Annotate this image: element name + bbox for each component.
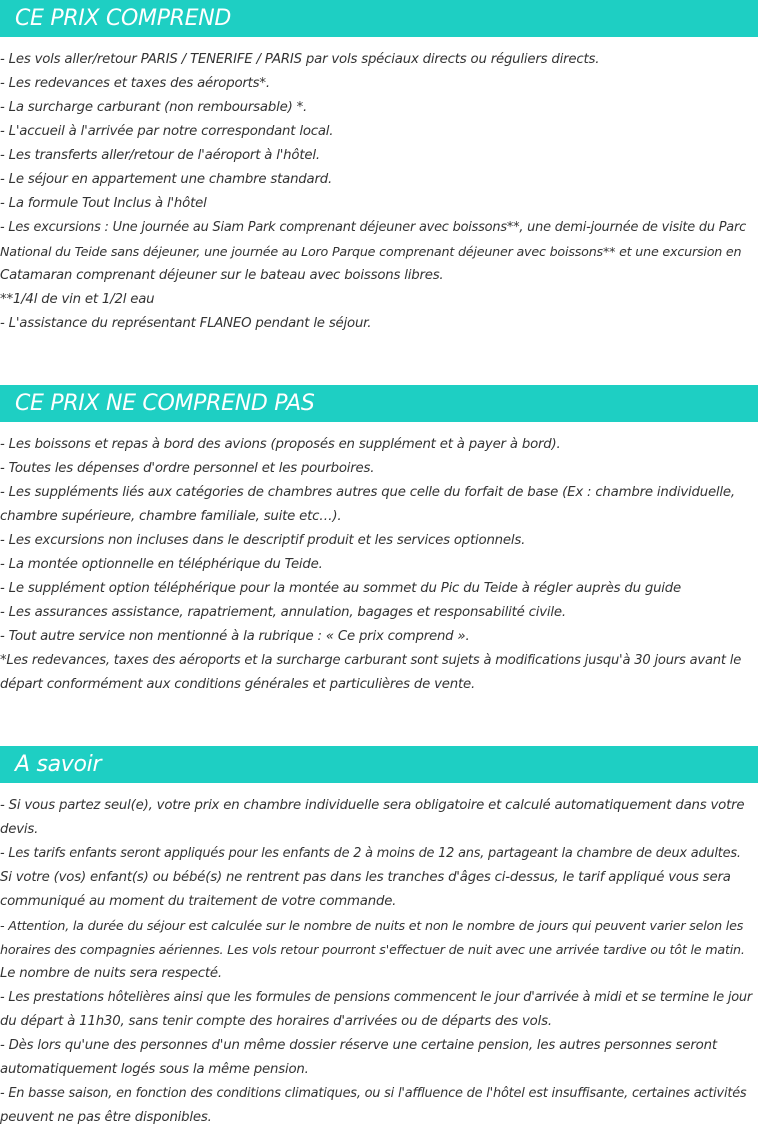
list-item: - Les boissons et repas à bord des avions (proposés en supplément et à payer à bord). (0, 437, 561, 452)
list-item: - L'assistance du représentant FLANEO pendant le séjour. (0, 316, 372, 331)
list-item: peuvent ne pas être disponibles. (0, 1110, 212, 1125)
list-item: - La formule Tout Inclus à l'hôtel (0, 196, 207, 211)
list-item: Si votre (vos) enfant(s) ou bébé(s) ne rentrent pas dans les tranches d'âges ci-dessus, le tarif appliqué vous sera (0, 870, 731, 885)
list-item: Catamaran comprenant déjeuner sur le bateau avec boissons libres. (0, 268, 444, 283)
list-item: départ conformément aux conditions générales et particulières de vente. (0, 677, 476, 692)
list-item: - Dès lors qu'une des personnes d'un même dossier réserve une certaine pension, les autres personnes seront (0, 1038, 717, 1053)
section-title-prix-comprend: CE PRIX COMPREND (0, 0, 758, 37)
prix-ne-comprend-pas-list (0, 433, 752, 697)
list-item: - Tout autre service non mentionné à la rubrique : « Ce prix comprend ». (0, 629, 470, 644)
list-item: - Les excursions non incluses dans le descriptif produit et les services optionnels. (0, 533, 526, 548)
section-title-prix-ne-comprend-pas: CE PRIX NE COMPREND PAS (0, 385, 758, 422)
section-title-a-savoir: A savoir (0, 746, 758, 783)
list-item: - Les redevances et taxes des aéroports*. (0, 76, 270, 91)
list-item: - Si vous partez seul(e), votre prix en chambre individuelle sera obligatoire et calculé automatiquement dans votre (0, 798, 745, 813)
list-item: - Le séjour en appartement une chambre standard. (0, 172, 333, 187)
list-item: - Toutes les dépenses d'ordre personnel et les pourboires. (0, 461, 375, 476)
list-item: - La montée optionnelle en téléphérique du Teide. (0, 557, 323, 572)
list-item: - Les assurances assistance, rapatriement, annulation, bagages et responsabilité civile. (0, 605, 566, 620)
list-item: - Les tarifs enfants seront appliqués pour les enfants de 2 à moins de 12 ans, partageant la chambre de deux adultes. (0, 846, 741, 861)
list-item: communiqué au moment du traitement de votre commande. (0, 894, 397, 909)
list-item: - Les transferts aller/retour de l'aéroport à l'hôtel. (0, 148, 320, 163)
list-item: - Les vols aller/retour PARIS / TENERIFE / PARIS par vols spéciaux directs ou réguliers directs. (0, 52, 600, 67)
list-item: horaires des compagnies aériennes. Les vols retour pourront s'effectuer de nuit avec une arrivée tardive ou tôt le matin. (0, 942, 745, 957)
list-item: Le nombre de nuits sera respecté. (0, 966, 222, 981)
list-item: - La surcharge carburant (non remboursable) *. (0, 100, 308, 115)
list-item: - Attention, la durée du séjour est calculée sur le nombre de nuits et non le nombre de jours qui peuvent varier selon les (0, 918, 744, 933)
list-item: devis. (0, 822, 39, 837)
prix-comprend-list (0, 48, 752, 336)
list-item: chambre supérieure, chambre familiale, suite etc…). (0, 509, 342, 524)
list-item: - L'accueil à l'arrivée par notre correspondant local. (0, 124, 334, 139)
list-item: *Les redevances, taxes des aéroports et la surcharge carburant sont sujets à modifications jusqu'à 30 jours avant le (0, 653, 742, 668)
list-item: - Le supplément option téléphérique pour la montée au sommet du Pic du Teide à régler auprès du guide (0, 581, 682, 596)
list-item: - Les excursions : Une journée au Siam Park comprenant déjeuner avec boissons**, une demi-journée de visite du Parc (0, 220, 746, 235)
a-savoir-list (0, 794, 752, 1130)
list-item: **1/4l de vin et 1/2l eau (0, 292, 155, 307)
list-item: automatiquement logés sous la même pension. (0, 1062, 309, 1077)
list-item: - Les suppléments liés aux catégories de chambres autres que celle du forfait de base (Ex : chambre individuelle, (0, 485, 735, 500)
list-item: du départ à 11h30, sans tenir compte des horaires d'arrivées ou de départs des vols. (0, 1014, 552, 1029)
list-item: - En basse saison, en fonction des conditions climatiques, ou si l'affluence de l'hôtel est insuffisante, certaines activités (0, 1086, 747, 1101)
list-item: - Les prestations hôtelières ainsi que les formules de pensions commencent le jour d'arrivée à midi et se termine le jour (0, 990, 752, 1005)
list-item: National du Teide sans déjeuner, une journée au Loro Parque comprenant déjeuner avec boissons** et une excursion en (0, 244, 742, 259)
